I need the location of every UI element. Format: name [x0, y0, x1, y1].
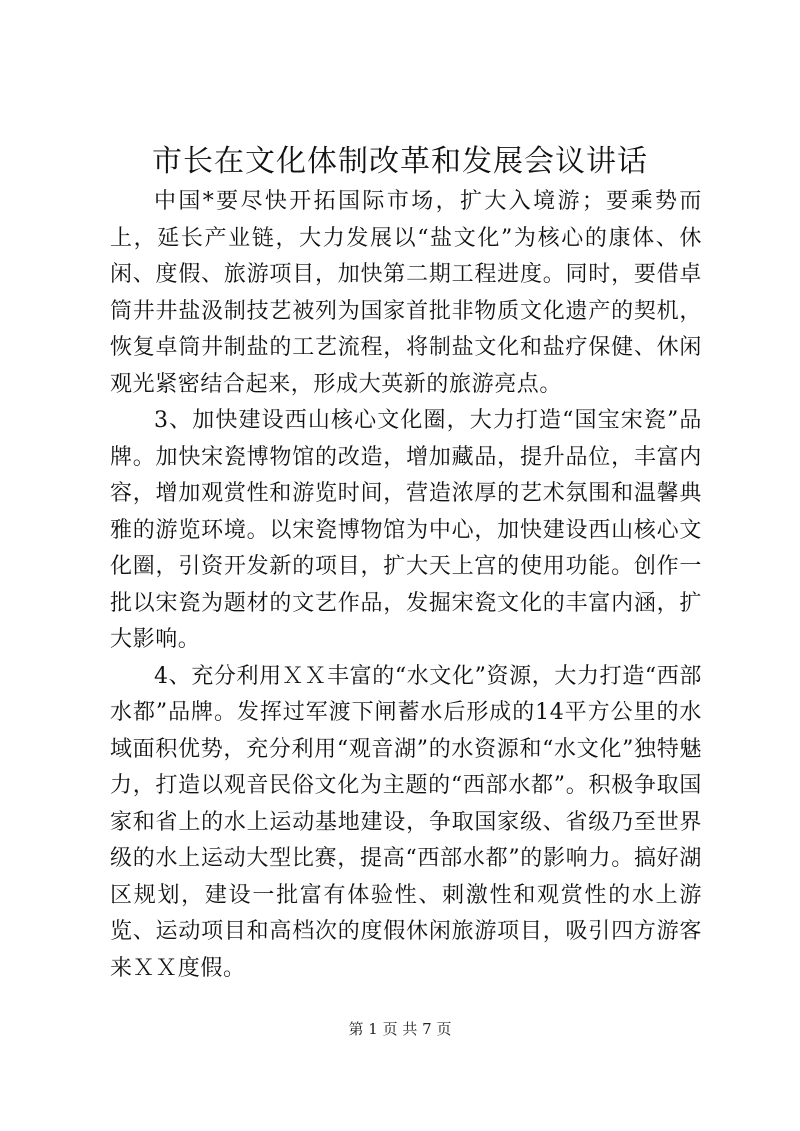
- paragraph-water-culture: 4、充分利用ＸＸ丰富的“水文化”资源，大力打造“西部水都”品牌。发挥过军渡下闸蓄水后形成的14平方公里的水域面积优势，充分利用“观音湖”的水资源和“水文化”独特魅力，打造以观音民俗文化为主题的“西部水都”。积极争取国家和省上的水上运动基地建设，争取国家级、省级乃至世界级的水上运动大型比赛，提高“西部水都”的影响力。搞好湖区规划，建设一批富有体验性、刺激性和观赏性的水上游览、运动项目和高档次的度假休闲旅游项目，吸引四方游客来ＸＸ度假。: [110, 663, 702, 981]
- document-title: 市长在文化体制改革和发展会议讲话: [152, 144, 648, 179]
- paragraph-salt-culture: 中国*要尽快开拓国际市场，扩大入境游；要乘势而上，延长产业链，大力发展以“盐文化”为核心的康体、休闲、度假、旅游项目，加快第二期工程进度。同时，要借卓筒井井盐汲制技艺被列为国家首批非物质文化遗产的契机，恢复卓筒井制盐的工艺流程，将制盐文化和盐疗保健、休闲观光紧密结合起来，形成大英新的旅游亮点。: [110, 189, 702, 397]
- document-body: [110, 184, 702, 987]
- page-footer: 第 1 页 共 7 页: [348, 1020, 452, 1038]
- paragraph-song-porcelain: 3、加快建设西山核心文化圈，大力打造“国宝宋瓷”品牌。加快宋瓷博物馆的改造，增加藏品，提升品位，丰富内容，增加观赏性和游览时间，营造浓厚的艺术氛围和温馨典雅的游览环境。以宋瓷博物馆为中心，加快建设西山核心文化圈，引资开发新的项目，扩大天上宫的使用功能。创作一批以宋瓷为题材的文艺作品，发掘宋瓷文化的丰富内涵，扩大影响。: [110, 408, 702, 652]
